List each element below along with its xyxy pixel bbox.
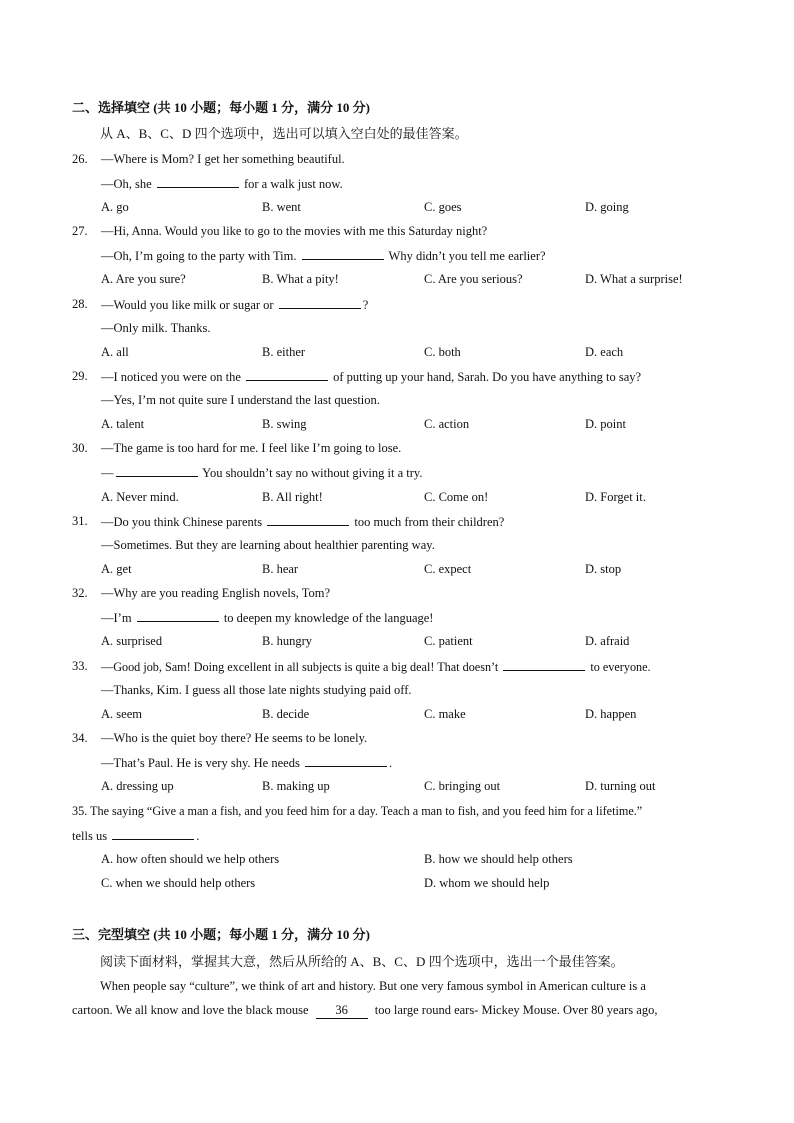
option-d: D. stop <box>585 562 622 576</box>
option-c: C. expect <box>424 562 472 576</box>
line-text: too much from their children? <box>354 515 505 529</box>
option-a: A. talent <box>101 417 145 431</box>
answer-blank <box>137 609 219 622</box>
option-b: B. making up <box>262 779 330 793</box>
option-a: A. go <box>101 200 129 214</box>
question-number: 34. <box>72 731 88 745</box>
option-b: B. All right! <box>262 490 323 504</box>
option-b: B. hungry <box>262 634 312 648</box>
option-d: D. Forget it. <box>585 490 646 504</box>
option-a: A. Are you sure? <box>101 272 186 286</box>
option-a: A. all <box>101 345 129 359</box>
line-text: . <box>196 829 200 843</box>
section-2-title: 二、选择填空 (共 10 小题；每小题 1 分，满分 10 分) <box>72 100 370 115</box>
option-b: B. decide <box>262 707 310 721</box>
option-c: C. make <box>424 707 466 721</box>
question-number: 31. <box>72 514 88 528</box>
option-a: A. surprised <box>101 634 163 648</box>
option-d: D. What a surprise! <box>585 272 683 286</box>
question-line: —Who is the quiet boy there? He seems to be lonely. <box>101 731 368 745</box>
question-number: 26. <box>72 152 88 166</box>
question-line <box>101 296 368 313</box>
line-text: to everyone. <box>590 660 651 674</box>
option-a: A. seem <box>101 707 142 721</box>
answer-blank <box>267 513 349 526</box>
option-d: D. whom we should help <box>424 876 550 890</box>
passage-line <box>72 1002 657 1019</box>
question-line: —Only milk. Thanks. <box>101 321 211 335</box>
line-text: ? <box>362 298 369 312</box>
question-number: 32. <box>72 586 88 600</box>
answer-blank <box>305 754 387 767</box>
answer-blank <box>112 827 194 840</box>
option-d: D. afraid <box>585 634 630 648</box>
option-c: C. action <box>424 417 470 431</box>
option-a: A. dressing up <box>101 779 174 793</box>
line-text: to deepen my knowledge of the language! <box>223 611 434 625</box>
question-line: —Why are you reading English novels, Tom? <box>101 586 331 600</box>
question-line: 35. The saying “Give a man a fish, and you feed him for a day. Teach a man to fish, and you feed him for a lifetime.” <box>72 804 643 818</box>
section-3-title: 三、完型填空 (共 10 小题；每小题 1 分，满分 10 分) <box>72 927 370 942</box>
line-text: —Oh, she <box>101 177 152 191</box>
question-line <box>101 513 504 530</box>
section-2-instruction: 从 A、B、C、D 四个选项中，选出可以填入空白处的最佳答案。 <box>100 126 468 141</box>
answer-blank <box>246 368 328 381</box>
section-3-instruction: 阅读下面材料，掌握其大意，然后从所给的 A、B、C、D 四个选项中，选出一个最佳答案。 <box>100 954 624 969</box>
question-number: 30. <box>72 441 88 455</box>
option-a: A. get <box>101 562 132 576</box>
line-text: for a walk just now. <box>243 177 343 191</box>
line-text: —I noticed you were on the <box>101 370 241 384</box>
line-text: too large round ears- Mickey Mouse. Over 80 years ago, <box>374 1003 658 1017</box>
option-c: C. Come on! <box>424 490 489 504</box>
option-c: C. patient <box>424 634 473 648</box>
question-line: —Hi, Anna. Would you like to go to the movies with me this Saturday night? <box>101 224 488 238</box>
option-b: B. What a pity! <box>262 272 339 286</box>
question-line: —Where is Mom? I get her something beautiful. <box>101 152 345 166</box>
question-line <box>101 464 422 481</box>
option-a: A. Never mind. <box>101 490 179 504</box>
answer-blank <box>116 464 198 477</box>
answer-blank <box>279 296 361 309</box>
option-d: D. happen <box>585 707 637 721</box>
option-b: B. hear <box>262 562 299 576</box>
question-line: —The game is too hard for me. I feel like I’m going to lose. <box>101 441 402 455</box>
option-a: A. how often should we help others <box>101 852 280 866</box>
option-d: D. each <box>585 345 624 359</box>
line-text: —Do you think Chinese parents <box>101 515 263 529</box>
line-text: You shouldn’t say no without giving it a try. <box>202 466 423 480</box>
passage-line: When people say “culture”, we think of art and history. But one very famous symbol in American culture is a <box>100 979 646 993</box>
option-c: C. bringing out <box>424 779 501 793</box>
option-c: C. both <box>424 345 461 359</box>
line-text: —Oh, I’m going to the party with Tim. <box>101 249 297 263</box>
question-line <box>101 175 343 192</box>
option-b: B. swing <box>262 417 307 431</box>
question-line: —Sometimes. But they are learning about healthier parenting way. <box>101 538 435 552</box>
line-text: cartoon. We all know and love the black mouse <box>72 1003 309 1017</box>
line-text: —That’s Paul. He is very shy. He needs <box>101 756 300 770</box>
question-line <box>101 368 641 385</box>
line-text: Why didn’t you tell me earlier? <box>388 249 546 263</box>
option-c: C. goes <box>424 200 462 214</box>
question-line <box>101 754 392 771</box>
question-number: 28. <box>72 297 88 311</box>
question-number: 27. <box>72 224 88 238</box>
option-b: B. how we should help others <box>424 852 573 866</box>
line-text: tells us <box>72 829 108 843</box>
option-d: D. turning out <box>585 779 656 793</box>
line-text: — <box>101 466 114 480</box>
question-number: 29. <box>72 369 88 383</box>
answer-blank <box>302 247 384 260</box>
line-text: —Would you like milk or sugar or <box>101 298 274 312</box>
question-number: 33. <box>72 659 88 673</box>
option-b: B. either <box>262 345 306 359</box>
answer-blank <box>503 658 585 671</box>
option-c: C. when we should help others <box>101 876 256 890</box>
question-line <box>101 247 546 264</box>
option-d: D. going <box>585 200 629 214</box>
question-line: —Thanks, Kim. I guess all those late nights studying paid off. <box>101 683 412 697</box>
question-line: —Yes, I’m not quite sure I understand the last question. <box>101 393 380 407</box>
line-text: —I’m <box>101 611 132 625</box>
option-b: B. went <box>262 200 301 214</box>
line-text: —Good job, Sam! Doing excellent in all subjects is quite a big deal! That doesn’t <box>101 660 499 674</box>
question-line <box>101 609 433 626</box>
numbered-blank: 36 <box>316 1002 368 1019</box>
line-text: of putting up your hand, Sarah. Do you have anything to say? <box>333 370 642 384</box>
question-line <box>101 658 651 675</box>
question-line <box>72 827 199 844</box>
line-text: . <box>388 756 393 770</box>
option-c: C. Are you serious? <box>424 272 523 286</box>
answer-blank <box>157 175 239 188</box>
option-d: D. point <box>585 417 626 431</box>
